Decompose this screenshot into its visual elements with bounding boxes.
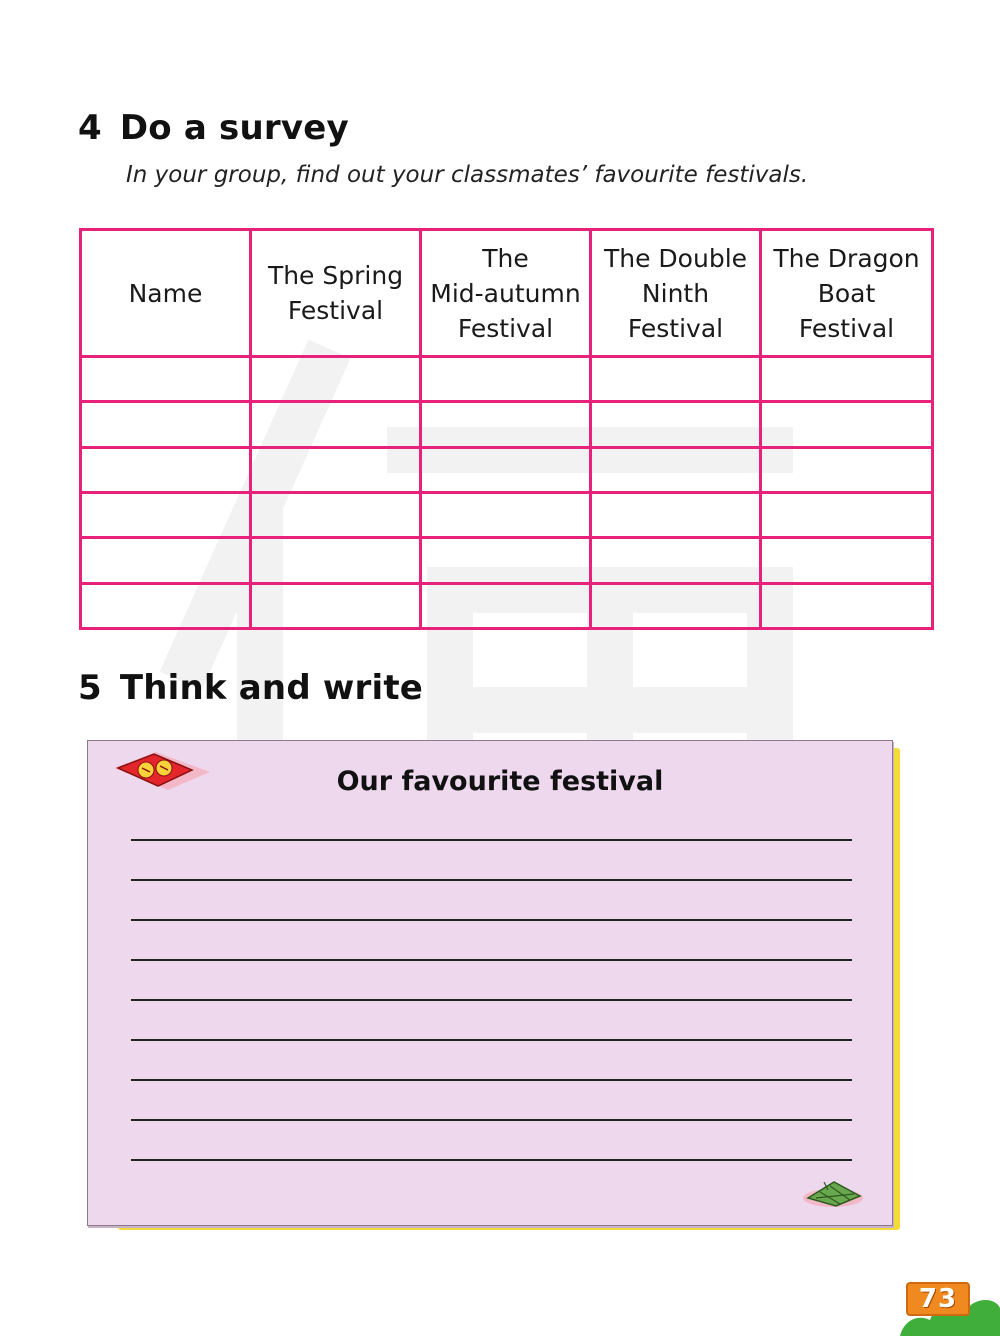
table-row (81, 357, 933, 402)
table-cell[interactable] (591, 402, 761, 447)
table-row (81, 492, 933, 537)
table-cell[interactable] (761, 357, 933, 402)
table-cell[interactable] (251, 402, 421, 447)
page-number: 73 (906, 1282, 970, 1316)
writing-line[interactable] (131, 1119, 852, 1121)
table-cell[interactable] (251, 447, 421, 492)
table-cell[interactable] (421, 357, 591, 402)
header-name: Name (81, 230, 251, 357)
table-cell[interactable] (761, 492, 933, 537)
writing-line[interactable] (131, 1039, 852, 1041)
table-cell[interactable] (591, 492, 761, 537)
writing-line[interactable] (131, 959, 852, 961)
table-cell[interactable] (251, 492, 421, 537)
table-cell[interactable] (81, 447, 251, 492)
survey-table (79, 228, 934, 630)
table-cell[interactable] (421, 447, 591, 492)
writing-line[interactable] (131, 1159, 852, 1161)
table-cell[interactable] (251, 583, 421, 628)
header-double-ninth-festival: The Double Ninth Festival (591, 230, 761, 357)
table-cell[interactable] (761, 538, 933, 583)
table-cell[interactable] (591, 538, 761, 583)
section-4-heading (78, 108, 349, 148)
table-cell[interactable] (81, 583, 251, 628)
section-5-title: Think and write (119, 668, 424, 708)
header-mid-autumn-festival: The Mid-autumn Festival (421, 230, 591, 357)
table-row (81, 583, 933, 628)
section-4-title: Do a survey (119, 108, 349, 148)
table-cell[interactable] (81, 538, 251, 583)
table-cell[interactable] (251, 357, 421, 402)
writing-line[interactable] (131, 1079, 852, 1081)
table-cell[interactable] (761, 402, 933, 447)
writing-line[interactable] (131, 919, 852, 921)
section-5-number: 5 (78, 668, 102, 708)
table-cell[interactable] (421, 402, 591, 447)
table-cell[interactable] (81, 402, 251, 447)
writing-line[interactable] (131, 839, 852, 841)
writing-line[interactable] (131, 879, 852, 881)
header-dragon-boat-festival: The Dragon Boat Festival (761, 230, 933, 357)
table-row (81, 538, 933, 583)
table-cell[interactable] (81, 357, 251, 402)
table-cell[interactable] (761, 447, 933, 492)
table-cell[interactable] (761, 583, 933, 628)
table-cell[interactable] (251, 538, 421, 583)
card-title: Our favourite festival (336, 766, 664, 797)
table-header-row (81, 230, 933, 357)
table-cell[interactable] (421, 492, 591, 537)
table-cell[interactable] (421, 583, 591, 628)
survey-instruction: In your group, find out your classmates’ favourite festivals. (126, 162, 809, 188)
zongzi-icon (800, 1176, 866, 1210)
table-cell[interactable] (591, 447, 761, 492)
section-4-number: 4 (78, 108, 102, 148)
table-cell[interactable] (81, 492, 251, 537)
table-cell[interactable] (421, 538, 591, 583)
header-spring-festival: The Spring Festival (251, 230, 421, 357)
writing-line[interactable] (131, 999, 852, 1001)
table-cell[interactable] (591, 357, 761, 402)
table-cell[interactable] (591, 583, 761, 628)
writing-card (87, 740, 893, 1226)
table-row (81, 447, 933, 492)
table-row (81, 402, 933, 447)
section-5-heading (78, 668, 423, 708)
